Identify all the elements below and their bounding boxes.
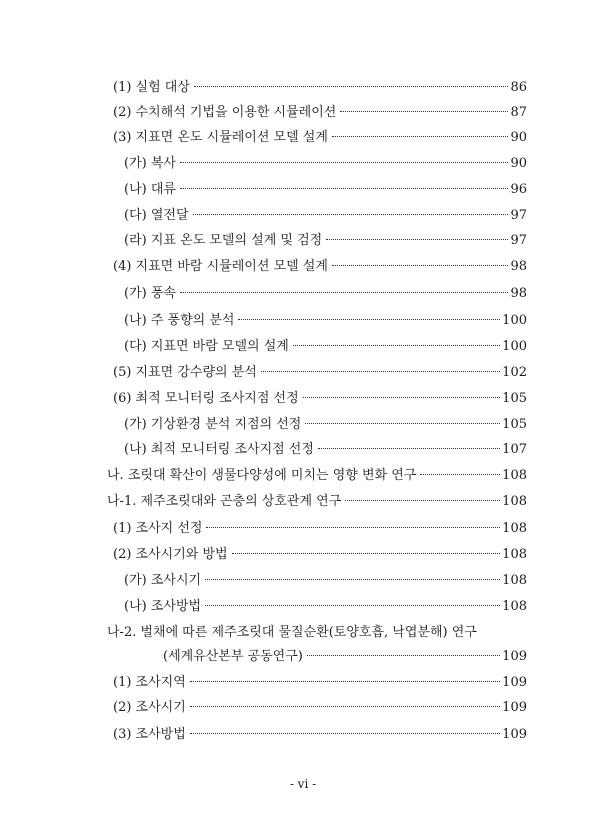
toc-entry <box>0 231 606 251</box>
toc-entry-page: 86 <box>510 80 527 95</box>
toc-entry-page: 108 <box>502 547 527 562</box>
toc-entry-label: 나-2. 벌채에 따른 제주조릿대 물질순환(토양호흡, 낙엽분해) 연구 <box>107 625 477 640</box>
toc-entry-page: 98 <box>510 259 527 274</box>
dot-leader <box>190 706 500 707</box>
toc-entry-page: 108 <box>502 599 527 614</box>
toc-entry <box>0 363 606 383</box>
toc-entry-label: (2) 조사시기와 방법 <box>113 547 228 562</box>
toc-entry-page: 90 <box>510 130 527 145</box>
toc-entry-label: (나) 조사방법 <box>124 599 202 614</box>
toc-entry-page: 100 <box>502 339 527 354</box>
toc-entry <box>0 415 606 435</box>
toc-entry-label: (4) 지표면 바람 시뮬레이션 모델 설계 <box>113 259 328 274</box>
toc-entry <box>0 519 606 539</box>
toc-entry-page: 105 <box>502 391 527 406</box>
toc-entry <box>0 725 606 745</box>
toc-entry-page: 108 <box>502 468 527 483</box>
toc-entry-page: 109 <box>502 700 527 715</box>
toc-entry <box>0 698 606 718</box>
toc-entry-page: 107 <box>502 442 527 457</box>
toc-entry-label: (1) 조사지역 <box>113 675 186 690</box>
toc-entry-label: (6) 최적 모니터링 조사지점 선정 <box>113 391 299 406</box>
toc-entry-page: 96 <box>510 182 527 197</box>
toc-entry-label: (1) 조사지 선정 <box>113 521 203 536</box>
toc-entry-label: 나-1. 제주조릿대와 곤충의 상호관계 연구 <box>107 494 342 509</box>
toc-entry-page: 90 <box>510 156 527 171</box>
toc-entry-page: 108 <box>502 573 527 588</box>
dot-leader <box>205 579 500 580</box>
dot-leader <box>261 371 500 372</box>
dot-leader <box>420 474 500 475</box>
toc-entry <box>0 597 606 617</box>
toc-entry-label: (나) 주 풍향의 분석 <box>124 313 235 328</box>
dot-leader <box>326 239 508 240</box>
toc-entry <box>0 284 606 304</box>
toc-entry <box>0 492 606 512</box>
dot-leader <box>332 265 509 266</box>
dot-leader <box>332 136 509 137</box>
toc-entry-page: 97 <box>510 208 527 223</box>
toc-entry <box>0 154 606 174</box>
toc-entry <box>0 128 606 148</box>
toc-entry-label: (가) 풍속 <box>124 286 176 301</box>
dot-leader <box>190 681 500 682</box>
toc-entry <box>0 103 606 123</box>
toc-entry-label: (2) 조사시기 <box>113 700 186 715</box>
toc-entry-label: (가) 조사시기 <box>124 573 202 588</box>
toc-entry-label: (3) 조사방법 <box>113 727 186 742</box>
toc-entry-page: 97 <box>510 233 527 248</box>
toc-entry <box>0 311 606 331</box>
toc-entry <box>0 440 606 460</box>
toc-entry-label: (가) 복사 <box>124 156 176 171</box>
dot-leader <box>180 162 509 163</box>
page-number: - vi - <box>289 777 317 791</box>
toc-entry-page: 108 <box>502 521 527 536</box>
toc-entry <box>0 389 606 409</box>
toc-entry <box>0 257 606 277</box>
dot-leader <box>232 553 501 554</box>
toc-entry <box>0 466 606 486</box>
dot-leader <box>345 500 500 501</box>
toc-entry <box>0 180 606 200</box>
toc-entry-label: (5) 지표면 강수량의 분석 <box>113 365 257 380</box>
toc-entry-page: 98 <box>510 286 527 301</box>
dot-leader <box>293 345 500 346</box>
toc-entry <box>0 206 606 226</box>
toc-entry <box>0 78 606 98</box>
dot-leader <box>180 188 509 189</box>
toc-entry-page: 109 <box>502 727 527 742</box>
toc-entry-label: (라) 지표 온도 모델의 설계 및 검정 <box>124 233 323 248</box>
dot-leader <box>180 292 509 293</box>
dot-leader <box>206 527 500 528</box>
dot-leader <box>194 86 509 87</box>
toc-entry-page: 102 <box>502 365 527 380</box>
toc-entry <box>0 647 606 667</box>
toc-entry <box>0 571 606 591</box>
toc-entry-label: (나) 최적 모니터링 조사지점 선정 <box>124 442 314 457</box>
dot-leader <box>303 397 501 398</box>
dot-leader <box>318 448 500 449</box>
dot-leader <box>193 214 509 215</box>
toc-entry <box>0 673 606 693</box>
toc-entry <box>0 623 606 643</box>
toc-entry-label: (나) 대류 <box>124 182 176 197</box>
toc-entry-label: (세계유산본부 공동연구) <box>163 649 303 664</box>
toc-entry-label: 나. 조릿대 확산이 생물다양성에 미치는 영향 변화 연구 <box>107 468 417 483</box>
toc-entry-page: 87 <box>510 105 527 120</box>
toc-entry-label: (2) 수치해석 기법을 이용한 시뮬레이션 <box>113 105 337 120</box>
dot-leader <box>305 423 500 424</box>
toc-entry-label: (3) 지표면 온도 시뮬레이션 모델 설계 <box>113 130 328 145</box>
toc-entry-label: (다) 지표면 바람 모델의 설계 <box>124 339 289 354</box>
dot-leader <box>205 605 500 606</box>
toc-entry-label: (가) 기상환경 분석 지점의 선정 <box>124 417 302 432</box>
toc-entry-page: 105 <box>502 417 527 432</box>
dot-leader <box>307 655 500 656</box>
dot-leader <box>340 111 508 112</box>
toc-entry-label: (1) 실험 대상 <box>113 80 190 95</box>
toc-entry-page: 108 <box>502 494 527 509</box>
toc-entry <box>0 545 606 565</box>
toc-entry-page: 109 <box>502 675 527 690</box>
toc-entry-page: 109 <box>502 649 527 664</box>
dot-leader <box>238 319 500 320</box>
toc-entry-label: (다) 열전달 <box>124 208 189 223</box>
toc-entry-page: 100 <box>502 313 527 328</box>
dot-leader <box>190 733 500 734</box>
toc-entry <box>0 337 606 357</box>
